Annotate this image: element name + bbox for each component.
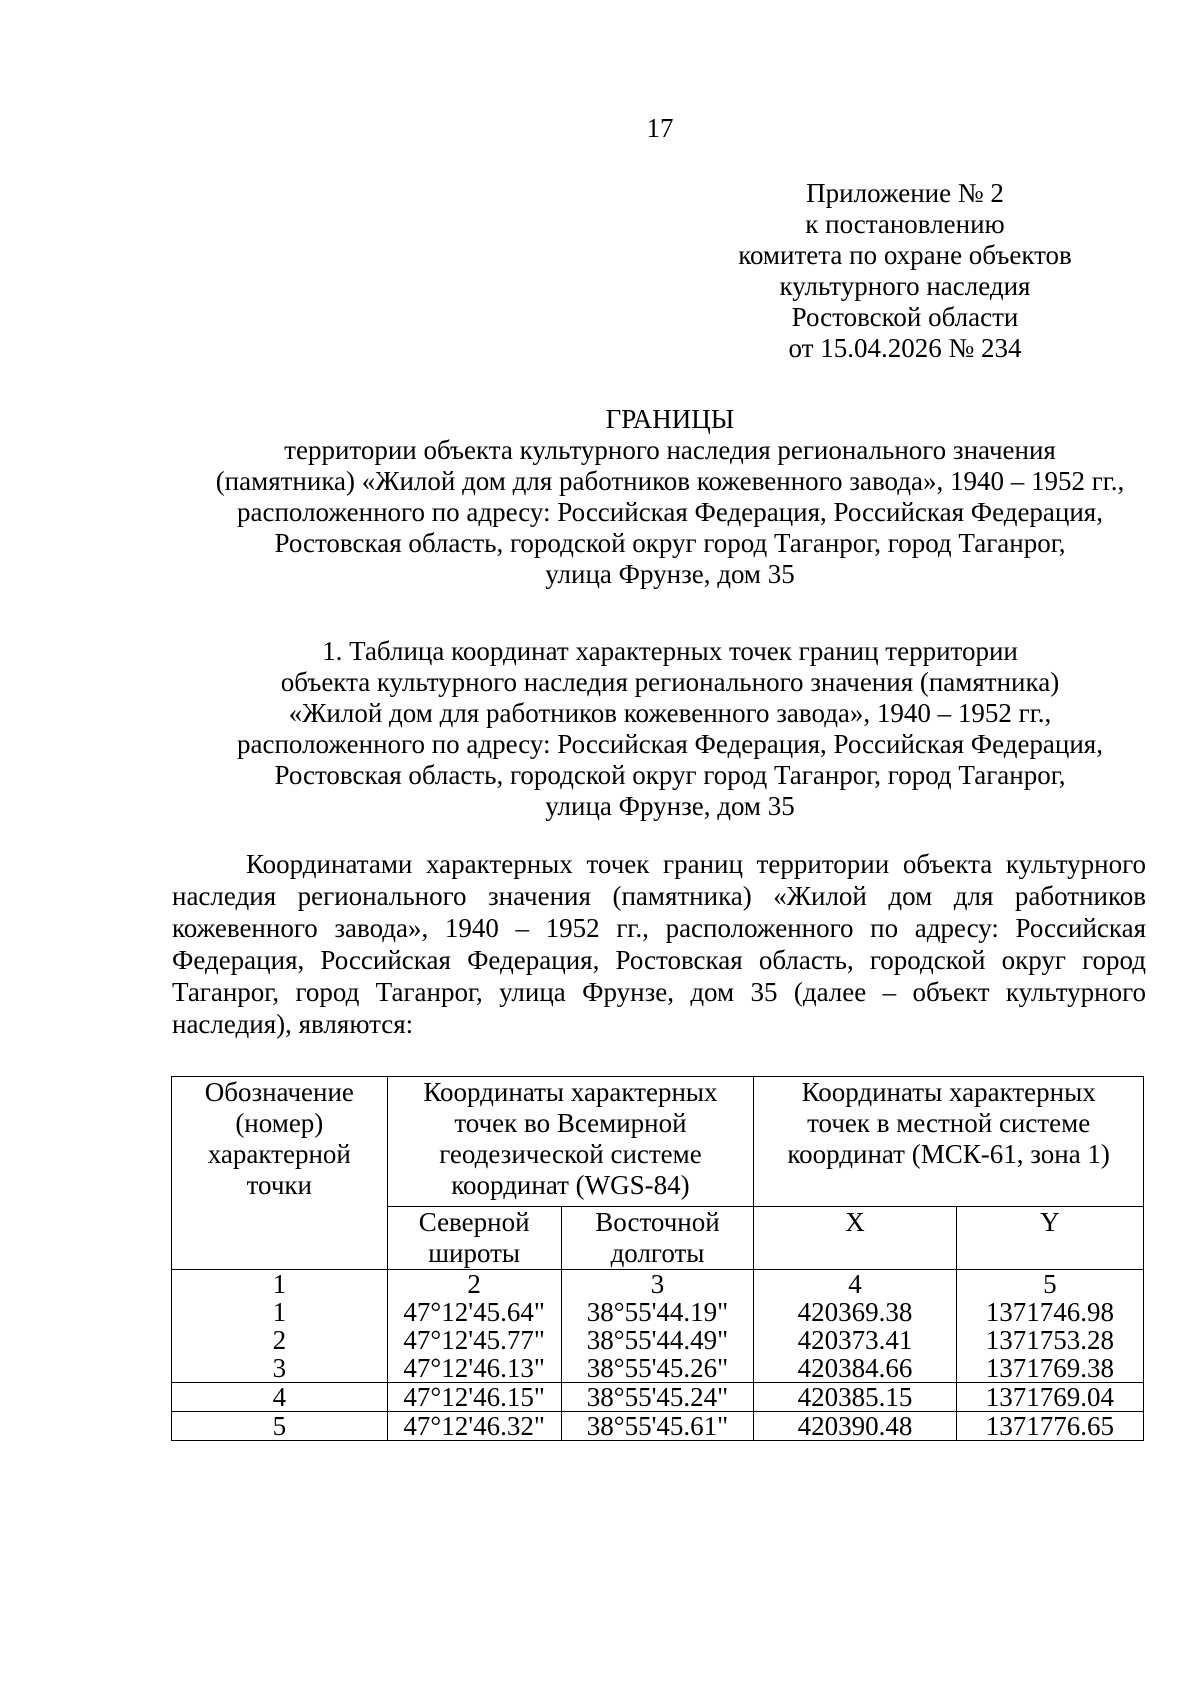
column-number: 1 <box>172 1270 388 1299</box>
cell-y: 1371769.38 <box>956 1354 1143 1383</box>
header-text: долготы <box>610 1238 705 1268</box>
section-line: расположенного по адресу: Российская Федерация, Российская Федерация, <box>237 729 1103 759</box>
column-number: 5 <box>956 1270 1143 1299</box>
header-text: характерной <box>207 1139 351 1169</box>
header-point-designation <box>172 1077 388 1270</box>
appendix-block <box>680 178 1130 364</box>
header-text: геодезической системе <box>439 1139 702 1169</box>
cell-x: 420390.48 <box>754 1412 956 1441</box>
column-number-row <box>172 1270 1144 1299</box>
cell-y: 1371776.65 <box>956 1412 1143 1441</box>
header-text: точек во Всемирной <box>454 1108 687 1138</box>
cell-x: 420373.41 <box>754 1326 956 1354</box>
cell-longitude: 38°55'44.19" <box>561 1298 754 1326</box>
column-number: 3 <box>561 1270 754 1299</box>
cell-x: 420385.15 <box>754 1383 956 1412</box>
cell-point: 2 <box>172 1326 388 1354</box>
title-line: расположенного по адресу: Российская Федерация, Российская Федерация, <box>237 497 1103 527</box>
cell-latitude: 47°12'45.77" <box>387 1326 561 1354</box>
page-number: 17 <box>646 113 674 143</box>
cell-point: 3 <box>172 1354 388 1383</box>
table-row <box>172 1383 1144 1412</box>
section-line: улица Фрунзе, дом 35 <box>545 791 795 821</box>
cell-latitude: 47°12'46.15" <box>387 1383 561 1412</box>
cell-latitude: 47°12'45.64" <box>387 1298 561 1326</box>
title-line: Ростовская область, городской округ город Таганрог, город Таганрог, <box>274 528 1066 558</box>
column-number: 2 <box>387 1270 561 1299</box>
header-east-longitude <box>561 1207 754 1270</box>
header-text: координат (МСК-61, зона 1) <box>787 1139 1110 1169</box>
cell-latitude: 47°12'46.32" <box>387 1412 561 1441</box>
appendix-line: к постановлению <box>805 209 1005 239</box>
header-text: Координаты характерных <box>801 1077 1096 1107</box>
header-y: Y <box>956 1207 1143 1270</box>
header-text: (номер) <box>235 1108 324 1138</box>
coordinates-table <box>171 1076 1144 1441</box>
header-text: Восточной <box>595 1207 720 1237</box>
header-text: широты <box>428 1238 521 1268</box>
cell-x: 420384.66 <box>754 1354 956 1383</box>
appendix-line: комитета по охране объектов <box>738 240 1072 270</box>
section-line: «Жилой дом для работников кожевенного завода», 1940 – 1952 гг., <box>288 698 1052 728</box>
table-row <box>172 1412 1144 1441</box>
title-line: (памятника) «Жилой дом для работников кожевенного завода», 1940 – 1952 гг., <box>215 466 1125 496</box>
section-line: объекта культурного наследия регионального значения (памятника) <box>280 667 1060 697</box>
header-text: координат (WGS-84) <box>451 1170 690 1200</box>
document-title <box>170 404 1170 590</box>
cell-point: 4 <box>172 1383 388 1412</box>
appendix-line: культурного наследия <box>779 271 1031 301</box>
cell-point: 1 <box>172 1298 388 1326</box>
table-row <box>172 1298 1144 1326</box>
cell-y: 1371769.04 <box>956 1383 1143 1412</box>
appendix-line: Ростовской области <box>791 302 1019 332</box>
column-number: 4 <box>754 1270 956 1299</box>
header-north-latitude <box>387 1207 561 1270</box>
cell-longitude: 38°55'44.49" <box>561 1326 754 1354</box>
cell-x: 420369.38 <box>754 1298 956 1326</box>
header-text: точек в местной системе <box>807 1108 1091 1138</box>
title-line: улица Фрунзе, дом 35 <box>545 559 795 589</box>
header-text: Координаты характерных <box>423 1077 718 1107</box>
appendix-line: от 15.04.2026 № 234 <box>788 333 1022 363</box>
table-header-row <box>172 1077 1144 1207</box>
cell-longitude: 38°55'45.61" <box>561 1412 754 1441</box>
appendix-line: Приложение № 2 <box>806 178 1004 208</box>
header-text: точки <box>246 1170 312 1200</box>
section-heading <box>170 636 1170 822</box>
table-row <box>172 1326 1144 1354</box>
section-line: 1. Таблица координат характерных точек границ территории <box>322 636 1018 666</box>
header-x: X <box>754 1207 956 1270</box>
cell-y: 1371753.28 <box>956 1326 1143 1354</box>
title-heading: ГРАНИЦЫ <box>605 404 735 434</box>
title-line: территории объекта культурного наследия регионального значения <box>284 435 1056 465</box>
header-msk61 <box>754 1077 1144 1207</box>
table-row <box>172 1354 1144 1383</box>
header-wgs84 <box>387 1077 754 1207</box>
cell-longitude: 38°55'45.26" <box>561 1354 754 1383</box>
intro-paragraph: Координатами характерных точек границ территории объекта культурного наследия регионального значения (памятника) «Жилой дом для работников кожевенного завода», 1940 – 1952 гг., расположенного по адресу: Российская Федерация, Российская Федерация, Ростовская область, городской округ город Таганрог, город Таганрог, улица Фрунзе, дом 35 (далее – объект культурного наследия), являются: <box>172 849 1146 1039</box>
cell-longitude: 38°55'45.24" <box>561 1383 754 1412</box>
section-line: Ростовская область, городской округ город Таганрог, город Таганрог, <box>274 760 1066 790</box>
cell-latitude: 47°12'46.13" <box>387 1354 561 1383</box>
header-text: Обозначение <box>204 1077 354 1107</box>
cell-point: 5 <box>172 1412 388 1441</box>
cell-y: 1371746.98 <box>956 1298 1143 1326</box>
header-text: Северной <box>418 1207 530 1237</box>
